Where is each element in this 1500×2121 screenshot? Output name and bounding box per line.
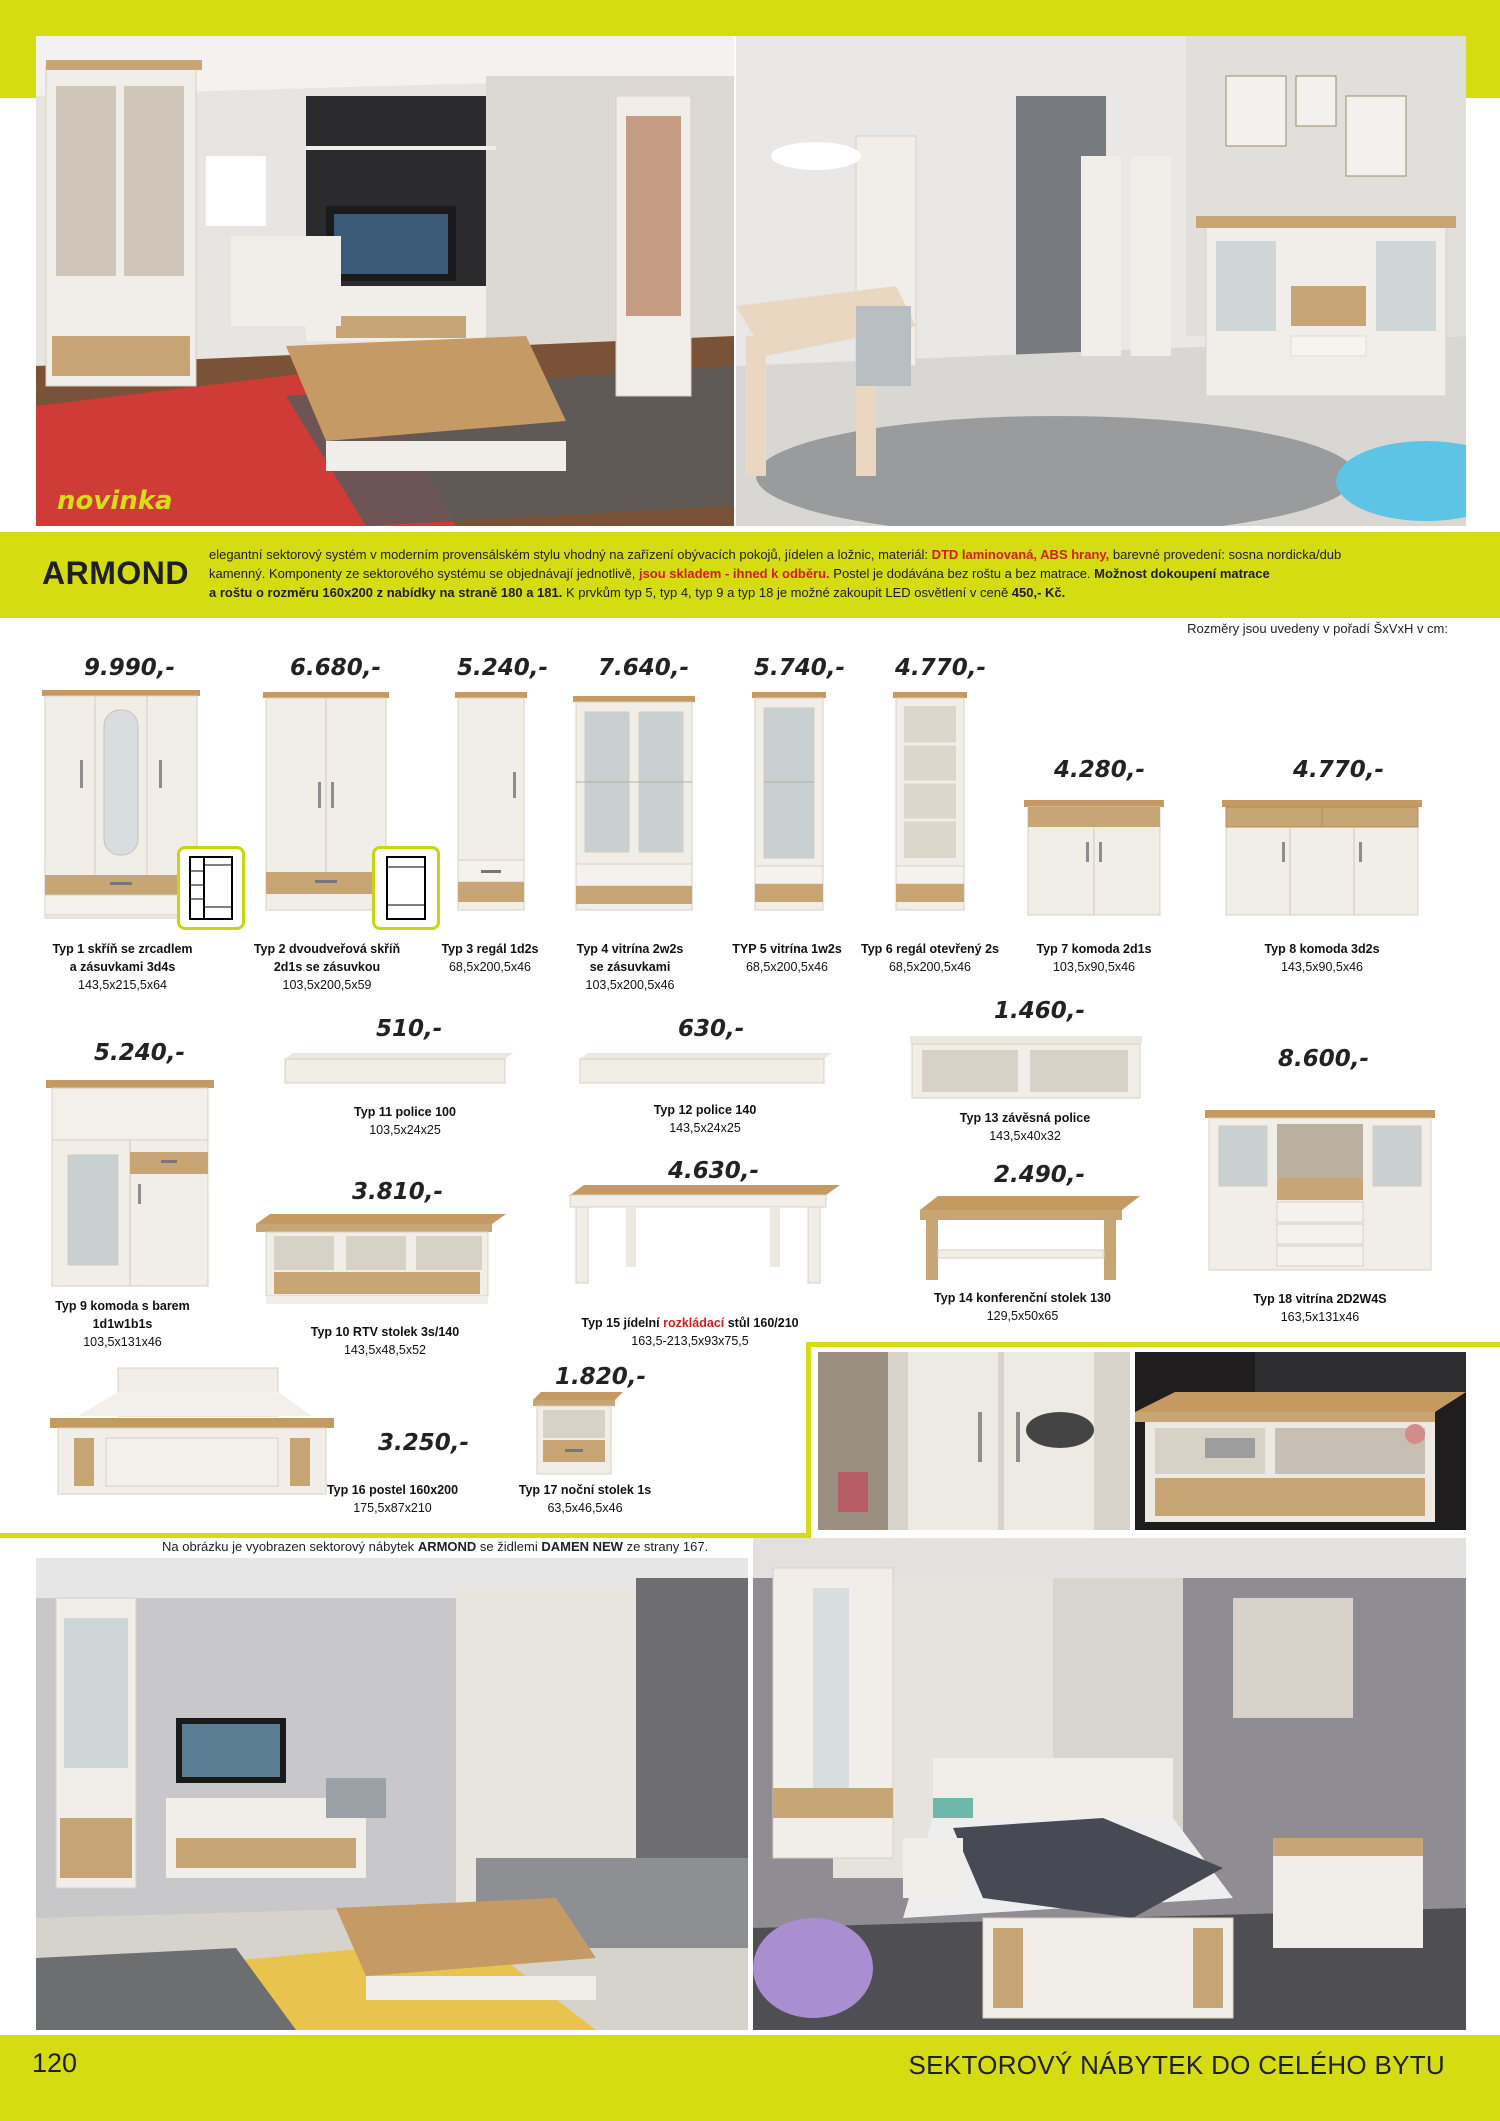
product-image-typ4 (573, 696, 695, 918)
price-typ1: 9.990,- (84, 655, 176, 681)
caption-typ14 (910, 1289, 1135, 1325)
product-dimensions: 68,5x200,5x46 (448, 960, 531, 974)
product-image-typ13 (910, 1036, 1142, 1100)
brand-description (209, 545, 1409, 602)
product-name: Typ 13 závěsná police (959, 1111, 1091, 1125)
price-typ4: 7.640,- (598, 655, 690, 681)
desc-part: K prvkům typ 5, typ 4, typ 9 a typ 18 je možné zakoupit LED osvětlení v ceně (562, 585, 1012, 600)
product-name: Typ 10 RTV stolek 3s/140 (310, 1325, 460, 1339)
product-dimensions: 163,5-213,5x93x75,5 (631, 1334, 749, 1348)
product-image-typ3 (455, 692, 527, 918)
product-name: 1d1w1b1s (92, 1317, 153, 1331)
top-frame-top (0, 0, 1500, 36)
caption-typ17 (510, 1481, 660, 1517)
desc-red-stock: jsou skladem - ihned k odběru. (638, 566, 830, 581)
product-image-typ11 (285, 1053, 513, 1089)
price-typ12: 630,- (678, 1016, 745, 1042)
caption-typ4 (560, 940, 700, 994)
product-image-typ15 (570, 1185, 840, 1285)
caption-typ8 (1232, 940, 1412, 976)
caption-typ15 (560, 1314, 820, 1350)
name-part-highlight: rozkládací (663, 1316, 725, 1330)
product-name: Typ 11 police 100 (354, 1105, 456, 1119)
price-typ11: 510,- (376, 1016, 443, 1042)
product-dimensions: 143,5x24x25 (669, 1121, 741, 1135)
caption-typ1 (30, 940, 215, 994)
product-dimensions: 143,5x48,5x52 (343, 1343, 426, 1357)
caption-typ11 (330, 1103, 480, 1139)
note-part: ze strany 167. (622, 1539, 709, 1554)
desc-part: Postel je dodávána bez roštu a bez matrace. (829, 566, 1095, 581)
product-dimensions: 68,5x200,5x46 (888, 960, 971, 974)
frame-line-bottom (0, 1533, 811, 1538)
caption-typ10 (300, 1323, 470, 1359)
product-name (560, 1314, 820, 1332)
product-image-typ8 (1222, 800, 1422, 922)
product-image-typ17 (533, 1392, 623, 1476)
product-name: Typ 9 komoda s barem (55, 1299, 190, 1313)
product-name: Typ 18 vitrína 2D2W4S (1253, 1292, 1387, 1306)
desc-bold: Možnost dokoupení matrace (1094, 566, 1270, 581)
product-name: Typ 1 skříň se zrcadlem (52, 942, 193, 956)
product-name: a zásuvkami 3d4s (69, 960, 176, 974)
product-name: Typ 8 komoda 3d2s (1264, 942, 1380, 956)
product-image-typ2 (263, 692, 389, 918)
caption-typ7 (1024, 940, 1164, 976)
product-image-typ9 (46, 1080, 214, 1292)
product-name: TYP 5 vitrína 1w2s (732, 942, 842, 956)
product-dimensions: 103,5x90,5x46 (1052, 960, 1135, 974)
caption-typ5 (722, 940, 852, 976)
product-image-typ10 (256, 1214, 506, 1306)
price-typ2: 6.680,- (290, 655, 382, 681)
product-image-typ5 (752, 692, 826, 918)
price-typ9: 5.240,- (94, 1040, 186, 1066)
product-name: Typ 2 dvoudveřová skříň (253, 942, 401, 956)
note-chairs: DAMEN NEW (541, 1539, 623, 1554)
bottom-note (162, 1539, 708, 1554)
product-name: Typ 16 postel 160x200 (326, 1483, 459, 1497)
product-name: Typ 3 regál 1d2s (441, 942, 539, 956)
product-name: se zásuvkami (589, 960, 671, 974)
product-dimensions: 143,5x40x32 (989, 1129, 1061, 1143)
price-typ8: 4.770,- (1293, 757, 1385, 783)
interior-scheme-icon-typ1 (177, 846, 245, 930)
note-part: se židlemi (476, 1539, 542, 1554)
bottom-photo-living-room (36, 1558, 748, 2030)
product-image-typ16 (50, 1366, 334, 1502)
product-dimensions: 175,5x87x210 (353, 1501, 432, 1515)
caption-typ12 (630, 1101, 780, 1137)
product-name: Typ 14 konferenční stolek 130 (934, 1291, 1111, 1305)
product-dimensions: 143,5x90,5x46 (1280, 960, 1363, 974)
bottom-photo-bedroom (753, 1538, 1466, 2030)
product-dimensions: 103,5x200,5x46 (585, 978, 675, 992)
caption-typ6 (855, 940, 1005, 976)
name-part: Typ 15 jídelní (581, 1316, 664, 1330)
product-name: Typ 17 noční stolek 1s (518, 1483, 652, 1497)
novinka-badge: novinka (57, 486, 173, 516)
product-dimensions: 103,5x200,5x59 (282, 978, 372, 992)
desc-led-price: 450,- Kč. (1011, 585, 1066, 600)
product-dimensions: 63,5x46,5x46 (547, 1501, 623, 1515)
product-name: Typ 7 komoda 2d1s (1036, 942, 1152, 956)
caption-typ2 (232, 940, 422, 994)
note-brand: ARMOND (417, 1539, 477, 1554)
price-typ13: 1.460,- (994, 998, 1086, 1024)
price-typ18: 8.600,- (1278, 1046, 1370, 1072)
price-typ5: 5.740,- (754, 655, 846, 681)
product-dimensions: 103,5x131x46 (83, 1335, 162, 1349)
product-name: Typ 6 regál otevřený 2s (860, 942, 1000, 956)
product-image-typ6 (893, 692, 967, 918)
product-image-typ18 (1205, 1110, 1435, 1276)
footer-title: SEKTOROVÝ NÁBYTEK DO CELÉHO BYTU (908, 2050, 1445, 2080)
desc-part: barevné provedení: sosna nordicka/dub (1109, 547, 1342, 562)
hero-photo-living-room (36, 36, 734, 526)
price-typ6: 4.770,- (895, 655, 987, 681)
desc-part: kamenný. Komponenty ze sektorového systému se objednávají jednotlivě, (209, 566, 639, 581)
product-name: Typ 12 police 140 (653, 1103, 757, 1117)
price-typ16: 3.250,- (378, 1430, 470, 1456)
product-image-typ12 (580, 1053, 832, 1089)
caption-typ13 (940, 1109, 1110, 1145)
desc-red-material: DTD laminovaná, ABS hrany, (931, 547, 1110, 562)
brand-name: ARMOND (42, 555, 189, 591)
product-name: 2d1s se zásuvkou (273, 960, 381, 974)
price-typ10: 3.810,- (352, 1179, 444, 1205)
price-typ17: 1.820,- (555, 1364, 647, 1390)
name-part: stůl 160/210 (724, 1316, 799, 1330)
desc-part: elegantní sektorový systém v moderním provensálském stylu vhodný na zařízení obývacích pokojů, jídelen a ložnic, materiál: (209, 547, 932, 562)
product-dimensions: 129,5x50x65 (986, 1309, 1059, 1323)
product-dimensions: 163,5x131x46 (1280, 1310, 1360, 1324)
product-dimensions: 103,5x24x25 (369, 1123, 441, 1137)
price-typ14: 2.490,- (994, 1162, 1086, 1188)
caption-typ16 (320, 1481, 465, 1517)
detail-photo-tv-stand (1135, 1352, 1466, 1530)
product-dimensions: 143,5x215,5x64 (78, 978, 167, 992)
frame-line-vertical (806, 1342, 811, 1538)
price-typ15: 4.630,- (668, 1158, 760, 1184)
note-part: Na obrázku je vyobrazen sektorový nábytek (162, 1539, 418, 1554)
desc-bold: a roštu o rozměru 160x200 z nabídky na straně 180 a 181. (209, 585, 563, 600)
price-typ7: 4.280,- (1054, 757, 1146, 783)
caption-typ18 (1235, 1290, 1405, 1326)
dimension-note: Rozměry jsou uvedeny v pořadí ŠxVxH v cm: (1187, 621, 1448, 636)
caption-typ9 (40, 1297, 205, 1351)
hero-photo-dining-room (736, 36, 1466, 526)
detail-photo-wardrobe (818, 1352, 1130, 1530)
product-name: Typ 4 vitrína 2w2s (576, 942, 684, 956)
price-typ3: 5.240,- (457, 655, 549, 681)
frame-line-top (810, 1342, 1500, 1347)
product-dimensions: 68,5x200,5x46 (745, 960, 828, 974)
caption-typ3 (425, 940, 555, 976)
interior-scheme-icon-typ2 (372, 846, 440, 930)
product-image-typ7 (1024, 800, 1164, 922)
page-number: 120 (32, 2048, 78, 2078)
product-image-typ14 (920, 1196, 1140, 1282)
